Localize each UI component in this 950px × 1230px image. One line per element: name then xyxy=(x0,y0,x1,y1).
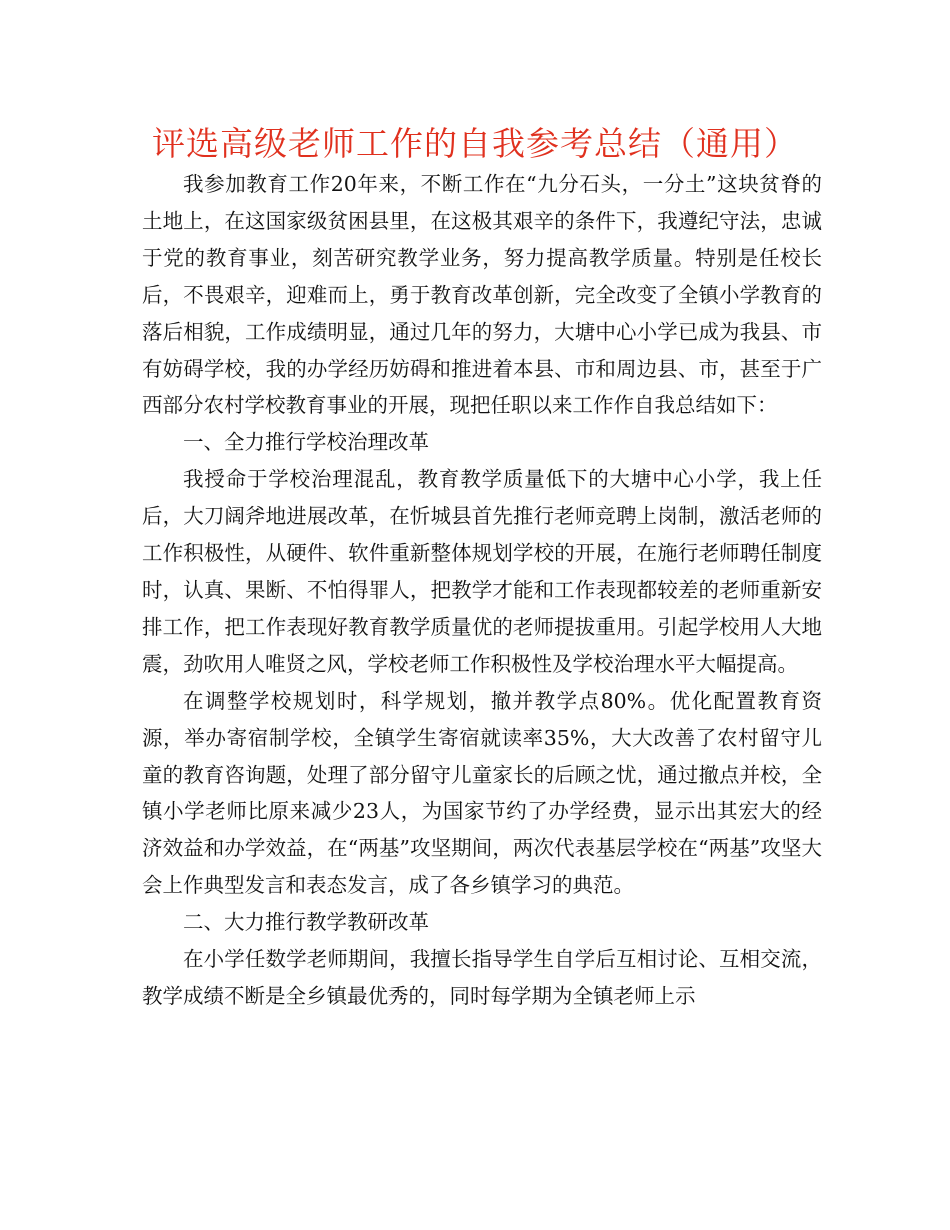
section-heading-1: 一、全力推行学校治理改革 xyxy=(183,430,429,455)
section-1-paragraph-1: 我授命于学校治理混乱，教育教学质量低下的大塘中心小学，我上任后，大刀阔斧地进展改革，在忻城县首先推行老师竞聘上岗制，激活老师的工作积极性，从硬件、软件重新整体规划学校的开展，在施行老师聘任制度时，认真、果断、不怕得罪人，把教学才能和工作表现都较差的老师重新安排工作，把工作表现好教育教学质量优的老师提拔重用。引起学校用人大地震，劲吹用人唯贤之风，学校老师工作积极性及学校治理水平大幅提高。 xyxy=(142,467,822,676)
section-heading-2: 二、大力推行教学教研改革 xyxy=(183,910,429,935)
intro-paragraph: 我参加教育工作20年来，不断工作在“九分石头，一分土”这块贫脊的土地上，在这国家级贫困县里，在这极其艰辛的条件下，我遵纪守法，忠诚于党的教育事业，刻苦研究教学业务，努力提高教学质量。特别是任校长后，不畏艰辛，迎难而上，勇于教育改革创新，完全改变了全镇小学教育的落后相貌，工作成绩明显，通过几年的努力，大塘中心小学已成为我县、市有妨碍学校，我的办学经历妨碍和推进着本县、市和周边县、市，甚至于广西部分农村学校教育事业的开展，现把任职以来工作作自我总结如下： xyxy=(142,172,822,418)
section-1-paragraph-2: 在调整学校规划时，科学规划，撤并教学点80%。优化配置教育资源，举办寄宿制学校，全镇学生寄宿就读率35%，大大改善了农村留守儿童的教育咨询题，处理了部分留守儿童家长的后顾之忧，通过撤点并校，全镇小学老师比原来减少23人，为国家节约了办学经费，显示出其宏大的经济效益和办学效益，在“两基”攻坚期间，两次代表基层学校在“两基”攻坚大会上作典型发言和表态发言，成了各乡镇学习的典范。 xyxy=(142,688,822,898)
document-title: 评选高级老师工作的自我参考总结（通用） xyxy=(152,124,798,163)
document-body xyxy=(142,166,822,1015)
section-2-paragraph-1: 在小学任数学老师期间，我擅长指导学生自学后互相讨论、互相交流，教学成绩不断是全乡镇最优秀的，同时每学期为全镇老师上示 xyxy=(142,947,822,1008)
